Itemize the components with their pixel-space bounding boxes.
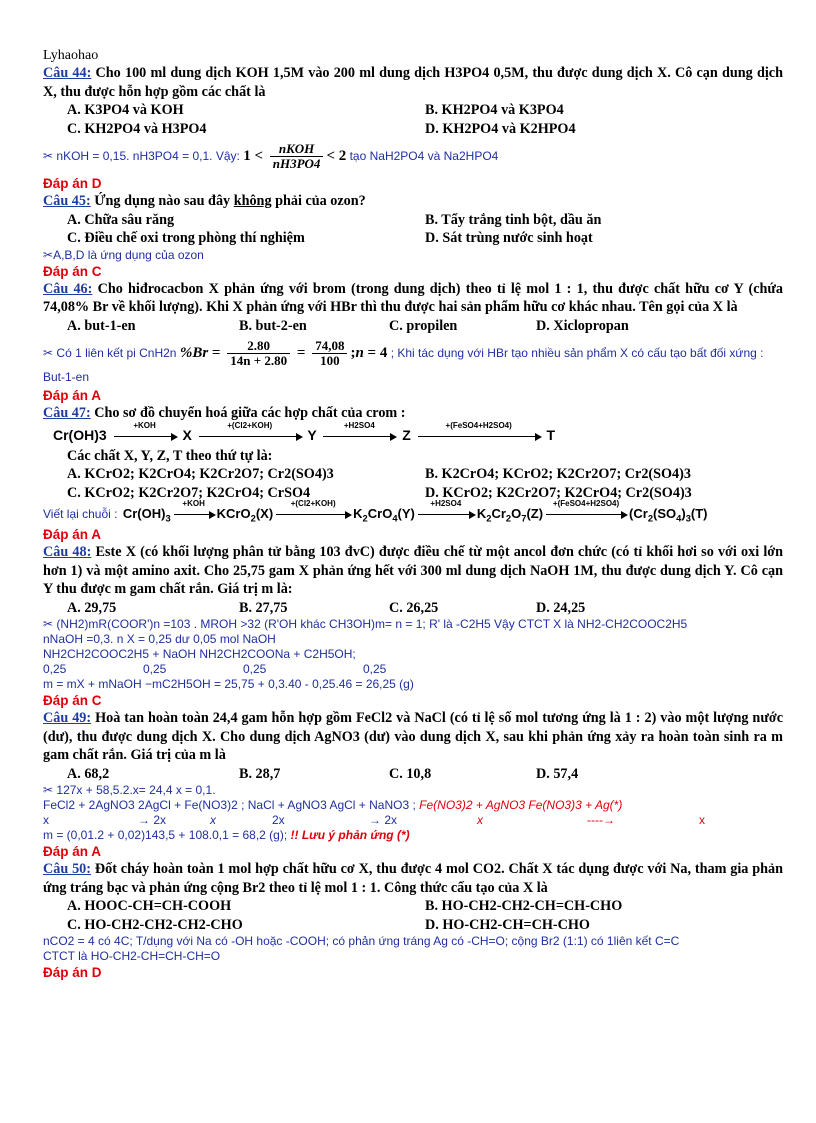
arrow-label: +KOH [133, 420, 156, 430]
option-b: B. 28,7 [239, 765, 281, 782]
fraction [270, 142, 324, 171]
option-b: B. but-2-en [239, 317, 307, 334]
highlighted-reaction: Fe(NO3)2 + AgNO3 Fe(NO3)3 + Ag(*) [419, 798, 623, 812]
scheme-node: Z [402, 426, 411, 443]
scheme-node: T [546, 426, 556, 443]
solution-line: (NH2)mR(COOR')n =103 . MROH >32 (R'OH khác CH3OH)m= n = 1; R' là -C2H5 Vậy CTCT X là NH2-CH2COOC2H5 [56, 617, 688, 631]
answer-49: Đáp án A [43, 844, 102, 859]
question-45 [43, 192, 783, 211]
solution-text: nKOH = 0,15. nH3PO4 = 0,1. Vậy: [56, 148, 240, 163]
solution-line: 127x + 58,5.2.x= 24,4 x = 0,1. [56, 783, 216, 797]
options-49 [43, 765, 783, 784]
fraction: $\frac{2.80}{14n + 2.80}$ [227, 339, 290, 368]
option-a: A. K3PO4 và KOH [67, 102, 184, 118]
option-d: D. KCrO2; K2Cr2O7; K2CrO4; Cr2(SO4)3 [425, 484, 692, 501]
answer-46: Đáp án A [43, 388, 102, 403]
question-number: Câu 45: [43, 193, 91, 209]
question-46 [43, 280, 783, 317]
scissors-icon: ✂ [43, 617, 54, 631]
solution-line: nCO2 = 4 có 4C; T/dụng với Na có -OH hoặc -COOH; có phản ứng tráng Ag có -CH=O; cộng Br2 (1:1) có 1liên kết C=C [43, 934, 680, 948]
author-name: Lyhaohao [43, 48, 99, 63]
option-d: D. 57,4 [536, 765, 579, 782]
option-c: C. propilen [389, 317, 458, 334]
option-c: C. HO-CH2-CH2-CH2-CHO [67, 916, 243, 933]
scissors-icon: ✂ [43, 247, 54, 262]
arrow-icon [323, 420, 395, 437]
mole-value: 2x [272, 813, 285, 827]
question-emphasis: không [233, 193, 272, 209]
mole-value: → 2x [138, 813, 167, 827]
solution-48 [43, 617, 783, 692]
option-a: A. 29,75 [67, 599, 117, 616]
option-b: B. KH2PO4 và K3PO4 [425, 102, 564, 118]
scheme-node: X [182, 426, 192, 443]
scheme-node: Cr(OH)3 [53, 426, 107, 443]
arrow-icon [199, 420, 301, 437]
option-a: A. but-1-en [67, 317, 136, 334]
fraction-numerator: nKOH [270, 142, 324, 157]
options-47 [43, 465, 783, 502]
question-50 [43, 860, 783, 897]
solution-text: Có 1 liên kết pi CnH2n [56, 345, 177, 360]
solution-45 [43, 248, 783, 263]
options-48 [43, 599, 783, 618]
mole-row [43, 813, 783, 828]
solution-line: nNaOH =0,3. n X = 0,25 dư 0,05 mol NaOH [43, 632, 276, 646]
question-number: Câu 50: [43, 861, 91, 877]
solution-line: m = (0,01.2 + 0,02)143,5 + 108.0,1 = 68,2 (g); [43, 828, 288, 842]
question-48 [43, 543, 783, 599]
question-text: Cho hiđrocacbon X phản ứng với brom (trong dung dịch) theo tỉ lệ mol 1 : 1, thu được chất hữu cơ Y (chứa 74,08% Br về khối lượng). Khi X phản ứng với HBr thì thu được hai sản phẩm hữu cơ khác nhau. Tên gọi của X là [43, 280, 783, 315]
question-text: Cho 100 ml dung dịch KOH 1,5M vào 200 ml dung dịch H3PO4 0,5M, thu được dung dịch X. Cô cạn dung dịch X, thu được hỗn hợp gồm các chất là [43, 65, 783, 100]
arrow-label: +H2SO4 [343, 420, 375, 430]
option-b: B. Tẩy trắng tinh bột, dầu ăn [425, 211, 602, 228]
warning-note: !! Lưu ý phản ứng (*) [290, 828, 410, 842]
scissors-icon: ✂ [43, 783, 54, 797]
question-prompt: Các chất X, Y, Z, T theo thứ tự là: [67, 447, 273, 464]
mole-value: x [477, 813, 483, 827]
scissors-icon: ✂ [43, 148, 54, 163]
option-a: A. HOOC-CH=CH-COOH [67, 898, 232, 914]
answer-44: Đáp án D [43, 176, 102, 191]
mole-value: → 2x [369, 813, 398, 827]
option-c: C. 26,25 [389, 599, 439, 616]
arrow-icon [114, 420, 176, 437]
option-d: D. KH2PO4 và K2HPO4 [425, 120, 576, 137]
solution-47 [43, 499, 783, 526]
option-a: A. KCrO2; K2CrO4; K2Cr2O7; Cr2(SO4)3 [67, 466, 334, 482]
question-number: Câu 47: [43, 405, 91, 421]
solution-line: NH2CH2COOC2H5 + NaOH NH2CH2COONa + C2H5OH; [43, 647, 356, 661]
option-d: D. Sát trùng nước sinh hoạt [425, 230, 593, 246]
solution-line: m = mX + mNaOH −mC2H5OH = 25,75 + 0,3.40 - 0,25.46 = 26,25 (g) [43, 677, 414, 691]
solution-46 [43, 339, 783, 387]
mole-row [43, 662, 783, 677]
question-number: Câu 48: [43, 544, 92, 560]
option-d: D. 24,25 [536, 599, 586, 616]
scheme-node: Y [307, 426, 317, 443]
answer-50: Đáp án D [43, 965, 102, 980]
option-b: B. K2CrO4; KCrO2; K2Cr2O7; Cr2(SO4)3 [425, 466, 691, 482]
solution-text: ; Khi tác dụng với HBr tạo nhiều sản phẩm X có cấu tạo bất đối xứng : But-1-en [43, 345, 764, 384]
document-page [43, 48, 783, 981]
options-50 [43, 897, 783, 934]
mole-value: 0,25 [43, 662, 67, 676]
arrow-icon [418, 420, 540, 437]
option-c: C. KH2PO4 và H3PO4 [67, 120, 207, 137]
solution-49 [43, 783, 783, 843]
option-c: C. KCrO2; K2Cr2O7; K2CrO4; CrSO4 [67, 484, 311, 501]
fraction: $\frac{74,08}{100}$ [312, 339, 347, 368]
question-number: Câu 44: [43, 65, 92, 81]
answer-47: Đáp án A [43, 527, 102, 542]
inequality: 1 < $\frac{\text{nKOH}}{nH3PO4}$ < 2 [243, 141, 347, 171]
option-d: D. HO-CH2-CH=CH-CHO [425, 916, 590, 933]
solution-50 [43, 934, 783, 964]
question-number: Câu 46: [43, 280, 93, 297]
options-46 [43, 317, 783, 336]
mole-value: 0,25 [363, 662, 387, 676]
reaction-scheme [43, 420, 783, 447]
arrow-label: +(FeSO4+H2SO4) [445, 420, 512, 430]
option-b: B. 27,75 [239, 599, 288, 616]
question-44 [43, 64, 783, 101]
option-b: B. HO-CH2-CH2-CH=CH-CHO [425, 898, 623, 914]
mole-value: 0,25 [243, 662, 267, 676]
solution-line: FeCl2 + 2AgNO3 2AgCl + Fe(NO3)2 ; NaCl + AgNO3 AgCl + NaNO3 ; [43, 798, 416, 812]
answer-45: Đáp án C [43, 263, 102, 279]
mole-value: x [210, 813, 216, 827]
options-45 [43, 211, 783, 248]
mole-value: x [43, 813, 49, 827]
question-text: Cho sơ đồ chuyển hoá giữa các hợp chất của crom : [94, 405, 406, 421]
solution-text: Viết lại chuỗi : [43, 507, 118, 521]
question-text: Đốt cháy hoàn toàn 1 mol hợp chất hữu cơ X, thu được 4 mol CO2. Chất X tác dụng được với Na, tham gia phản ứng tráng bạc và phản ứng cộng Br2 theo tỉ lệ mol 1 : 1. Công thức cấu tạo của X là [43, 861, 783, 896]
question-text: Este X (có khối lượng phân tử bằng 103 đvC) được điều chế từ một ancol đơn chức (có tỉ khối hơi so với oxi lớn hơn 1) và một amino axit. Cho 25,75 gam X phản ứng hết với 300 ml dung dịch NaOH 1M, thu được dung dịch Y. Cô cạn Y thu được m gam chất rắn. Giá trị m là: [43, 544, 784, 597]
fraction-denominator: nH3PO4 [272, 156, 321, 171]
solution-44 [43, 142, 783, 171]
option-a: A. 68,2 [67, 765, 110, 782]
question-text: Ứng dụng nào sau đây [94, 193, 231, 209]
option-c: C. 10,8 [389, 765, 432, 782]
option-c: C. Điều chế oxi trong phòng thí nghiệm [67, 230, 305, 246]
options-44 [43, 101, 783, 138]
mole-value: 0,25 [143, 662, 167, 676]
scissors-icon: ✂ [43, 345, 54, 360]
rewritten-scheme: $Cr(OH)_3$ +KOH KCrO$_2$(X) +(Cl2+KOH) $K_2CrO_4(Y)$ +H2SO4 $K_2Cr_2O_7(Z)$ +(FeSO4+H2SO4) ($Cr_2(SO_4)_3(T)$ [122, 499, 708, 524]
option-a: A. Chữa sâu răng [67, 211, 175, 228]
solution-text: A,B,D là ứng dụng của ozon [53, 247, 204, 262]
percent-formula: %Br = $\frac{2.80}{14n + 2.80}$ = $\frac{74,08}{100}$ ;n = 4 [179, 338, 388, 368]
solution-text: tạo NaH2PO4 và Na2HPO4 [349, 148, 499, 163]
mole-value: x [699, 813, 705, 827]
question-49 [43, 709, 783, 765]
arrow-label: +(Cl2+KOH) [227, 420, 273, 430]
solution-line: CTCT là HO-CH2-CH=CH-CH=O [43, 949, 221, 963]
mole-value: ----→ [587, 813, 615, 827]
option-d: D. Xiclopropan [536, 317, 629, 334]
question-text: Hoà tan hoàn toàn 24,4 gam hỗn hợp gồm FeCl2 và NaCl (có tỉ lệ số mol tương ứng là 1 : 2) vào một lượng nước (dư), thu được dung dịch X. Cho dung dịch AgNO3 (dư) vào dung dịch X, sau khi phản ứng xảy ra hoàn toàn sinh ra m gam chất rắn. Giá trị của m là [43, 710, 783, 763]
question-number: Câu 49: [43, 710, 92, 726]
question-text: phải của ozon? [275, 193, 366, 209]
answer-48: Đáp án C [43, 693, 102, 708]
